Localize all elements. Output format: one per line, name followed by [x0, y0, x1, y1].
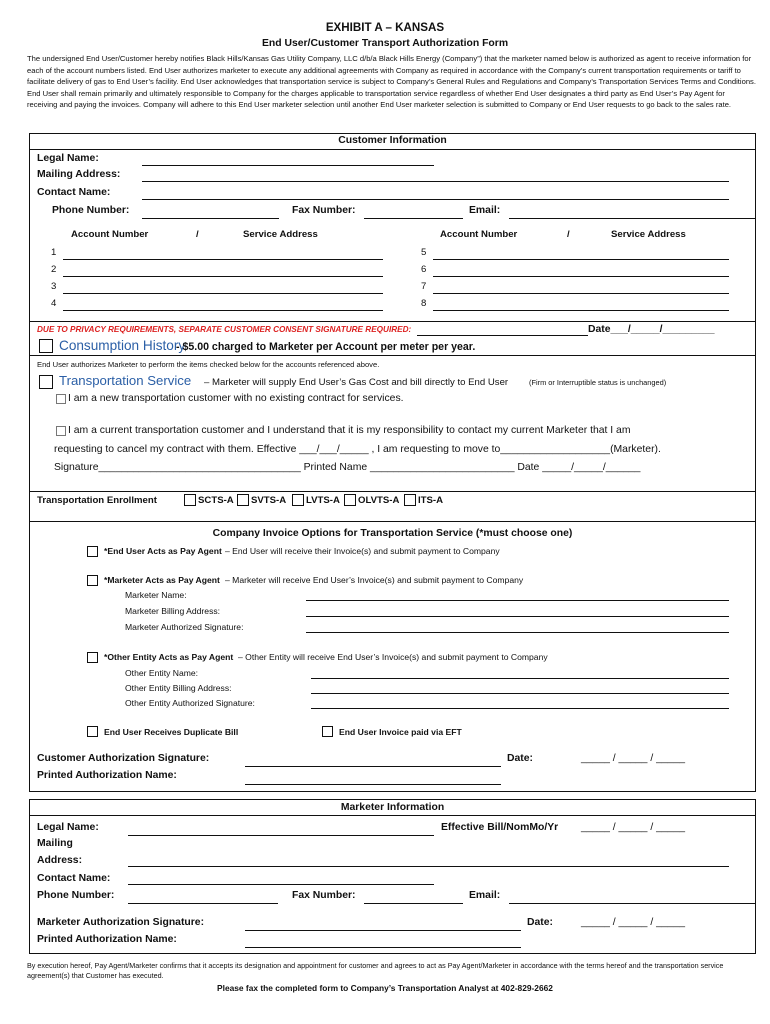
effective-bill-label: Effective Bill/NomMo/Yr: [441, 822, 559, 833]
marketer-legal-name-label: Legal Name:: [37, 822, 99, 833]
account-field[interactable]: [433, 259, 729, 260]
its-a-checkbox[interactable]: [404, 494, 416, 506]
consumption-history-price: - $5.00 charged to Marketer per Account per meter per year.: [176, 341, 476, 353]
other-entity-signature-field[interactable]: [311, 708, 729, 709]
account-field[interactable]: [63, 259, 383, 260]
marketer-billing-field[interactable]: [306, 616, 729, 617]
email-label: Email:: [469, 205, 501, 216]
customer-printed-name-field[interactable]: [245, 784, 501, 785]
privacy-date: Date___/_____/_________: [588, 324, 715, 335]
lvts-a-checkbox[interactable]: [292, 494, 304, 506]
marketer-signature-auth-field[interactable]: [245, 930, 521, 931]
marketer-printed-name-label: Printed Authorization Name:: [37, 934, 177, 945]
authorize-note: End User authorizes Marketer to perform the items checked below for the accounts referenced above.: [37, 360, 380, 369]
marketer-contact-name-label: Contact Name:: [37, 873, 111, 884]
footer-disclaimer: By execution hereof, Pay Agent/Marketer confirms that it accepts its designation and appointment for customer and agrees to act as Pay Agent/Marketer in accordance with the terms hereof and the transportation service agreement(s) that Customer has executed.: [27, 961, 724, 980]
marketer-signature-auth-label: Marketer Authorization Signature:: [37, 917, 205, 928]
new-customer-label: I am a new transportation customer with no existing contract for services.: [68, 393, 404, 404]
account-row-number: 2: [51, 264, 57, 275]
phone-label: Phone Number:: [52, 205, 130, 216]
marketer-info-heading: Marketer Information: [340, 802, 445, 813]
customer-info-heading: Customer Information: [338, 135, 447, 146]
marketer-pay-agent-desc: – Marketer will receive End User’s Invoice(s) and submit payment to Company: [225, 575, 524, 585]
lvts-a-label: LVTS-A: [306, 495, 340, 506]
transportation-service-label: Transportation Service: [59, 373, 192, 388]
account-row-number: 8: [421, 298, 427, 309]
consumption-history-checkbox[interactable]: [39, 339, 53, 353]
account-row-number: 3: [51, 281, 57, 292]
service-address-header-left: Service Address: [243, 229, 318, 240]
marketer-email-field[interactable]: [509, 903, 756, 904]
marketer-fax-field[interactable]: [364, 903, 463, 904]
fax-field[interactable]: [364, 218, 463, 219]
fax-label: Fax Number:: [292, 205, 356, 216]
account-row-number: 6: [421, 264, 427, 275]
svts-a-label: SVTS-A: [251, 495, 287, 506]
other-entity-signature-label: Other Entity Authorized Signature:: [125, 698, 255, 708]
other-entity-pay-agent-desc: – Other Entity will receive End User’s Invoice(s) and submit payment to Company: [238, 652, 548, 662]
other-entity-name-field[interactable]: [311, 678, 729, 679]
end-user-pay-agent-checkbox[interactable]: [87, 546, 98, 557]
scts-a-checkbox[interactable]: [184, 494, 196, 506]
contact-name-label: Contact Name:: [37, 187, 111, 198]
account-row-number: 4: [51, 298, 57, 309]
marketer-name-label: Marketer Name:: [125, 590, 187, 600]
account-number-header-right: Account Number: [440, 229, 518, 240]
account-row-number: 5: [421, 247, 427, 258]
form-title: End User/Customer Transport Authorization Form: [261, 38, 509, 49]
other-entity-pay-agent-checkbox[interactable]: [87, 652, 98, 663]
transportation-service-checkbox[interactable]: [39, 375, 53, 389]
privacy-signature-field[interactable]: [417, 335, 588, 336]
exhibit-title: EXHIBIT A – KANSAS: [325, 21, 445, 34]
marketer-phone-label: Phone Number:: [37, 890, 115, 901]
marketer-billing-label: Marketer Billing Address:: [125, 606, 221, 616]
mailing-address-label: Mailing Address:: [37, 169, 121, 180]
marketer-legal-name-field[interactable]: [128, 835, 434, 836]
service-address-header-right: Service Address: [611, 229, 686, 240]
other-entity-billing-field[interactable]: [311, 693, 729, 694]
olvts-a-checkbox[interactable]: [344, 494, 356, 506]
current-customer-label: I am a current transportation customer and I understand that it is my responsibility to contact my current Marketer that I am: [68, 425, 631, 436]
customer-signature-field[interactable]: [245, 766, 501, 767]
marketer-printed-name-field[interactable]: [245, 947, 521, 948]
customer-printed-name-label: Printed Authorization Name:: [37, 770, 177, 781]
account-number-header-left: Account Number: [71, 229, 149, 240]
end-user-pay-agent-label: *End User Acts as Pay Agent: [104, 546, 222, 556]
marketer-address-label: Address:: [37, 855, 83, 866]
mailing-address-field[interactable]: [142, 181, 729, 182]
account-field[interactable]: [433, 310, 729, 311]
consumption-history-label: Consumption History: [59, 338, 186, 353]
invoice-options-heading: Company Invoice Options for Transportation Service (*must choose one): [212, 528, 573, 539]
marketer-contact-name-field[interactable]: [128, 884, 434, 885]
slash-left: /: [196, 229, 199, 240]
current-customer-checkbox[interactable]: [56, 426, 66, 436]
enrollment-label: Transportation Enrollment: [37, 495, 157, 506]
phone-field[interactable]: [142, 218, 279, 219]
duplicate-bill-checkbox[interactable]: [87, 726, 98, 737]
other-entity-billing-label: Other Entity Billing Address:: [125, 683, 232, 693]
marketer-signature-field[interactable]: [306, 632, 729, 633]
its-a-label: ITS-A: [418, 495, 444, 506]
marketer-pay-agent-checkbox[interactable]: [87, 575, 98, 586]
account-field[interactable]: [63, 310, 383, 311]
other-entity-pay-agent-label: *Other Entity Acts as Pay Agent: [104, 652, 234, 662]
account-field[interactable]: [63, 293, 383, 294]
transport-signature-line: Signature___________________________________ Printed Name _________________________ Date _____/_____/______: [54, 462, 641, 473]
intro-paragraph: The undersigned End User/Customer hereby notifies Black Hills/Kansas Gas Utility Company, LLC d/b/a Black Hills Energy (Company”) that the marketer named below is authorized as agent to receive information for each of the account numbers listed. End User authorizes marketer to execute any additional agreements with Company as required in accordance with the Company’s current transportation requirements or tariff to facilitate delivery of gas to End User’s facility. End User acknowledges that transportation service is subject to Company’s General Rules and Regulations and Company’s Transportation Services Terms and Conditions. End User shall remain primarily and ultimately responsible to Company for the charges applicable to transportation service regardless of whether End User designates a third party as End User’s Pay Agent for receiving and paying the invoices. Company will adhere to this End User marketer selection until another End User marketer selection is submitted to Company or End User requests to go back to the sales rate.: [27, 54, 756, 110]
contact-name-field[interactable]: [142, 199, 729, 200]
legal-name-label: Legal Name:: [37, 153, 99, 164]
transportation-service-desc: – Marketer will supply End User’s Gas Cost and bill directly to End User: [204, 377, 509, 388]
marketer-sig-date-label: Date:: [527, 917, 553, 928]
slash-right: /: [567, 229, 570, 240]
cancel-contract-line: requesting to cancel my contract with them. Effective ___/___/_____ , I am requesting to move to___________________(Marketer).: [54, 444, 661, 455]
marketer-address-field[interactable]: [128, 866, 729, 867]
account-field[interactable]: [433, 293, 729, 294]
end-user-pay-agent-desc: – End User will receive their Invoice(s) and submit payment to Company: [225, 546, 500, 556]
email-field[interactable]: [509, 218, 756, 219]
marketer-phone-field[interactable]: [128, 903, 278, 904]
account-row-number: 7: [421, 281, 427, 292]
eft-label: End User Invoice paid via EFT: [339, 727, 462, 737]
customer-sig-date-label: Date:: [507, 753, 533, 764]
svts-a-checkbox[interactable]: [237, 494, 249, 506]
legal-name-field[interactable]: [142, 165, 434, 166]
eft-checkbox[interactable]: [322, 726, 333, 737]
marketer-mailing-label: Mailing: [37, 838, 73, 849]
marketer-pay-agent-label: *Marketer Acts as Pay Agent: [104, 575, 220, 585]
account-row-number: 1: [51, 247, 57, 258]
marketer-signature-label: Marketer Authorized Signature:: [125, 622, 244, 632]
account-field[interactable]: [433, 276, 729, 277]
privacy-notice: DUE TO PRIVACY REQUIREMENTS, SEPARATE CUSTOMER CONSENT SIGNATURE REQUIRED:: [37, 325, 412, 334]
transportation-status-note: (Firm or Interruptible status is unchanged): [529, 378, 667, 387]
customer-sig-date-field[interactable]: _____ / _____ / _____: [581, 753, 686, 764]
new-customer-checkbox[interactable]: [56, 394, 66, 404]
duplicate-bill-label: End User Receives Duplicate Bill: [104, 727, 239, 737]
effective-bill-date-field[interactable]: _____ / _____ / _____: [581, 822, 686, 833]
marketer-email-label: Email:: [469, 890, 501, 901]
marketer-name-field[interactable]: [306, 600, 729, 601]
marketer-fax-label: Fax Number:: [292, 890, 356, 901]
scts-a-label: SCTS-A: [198, 495, 234, 506]
other-entity-name-label: Other Entity Name:: [125, 668, 199, 678]
customer-signature-label: Customer Authorization Signature:: [37, 753, 210, 764]
olvts-a-label: OLVTS-A: [358, 495, 400, 506]
marketer-sig-date-field[interactable]: _____ / _____ / _____: [581, 917, 686, 928]
account-field[interactable]: [63, 276, 383, 277]
fax-instruction: Please fax the completed form to Company’s Transportation Analyst at 402-829-2662: [217, 983, 553, 993]
